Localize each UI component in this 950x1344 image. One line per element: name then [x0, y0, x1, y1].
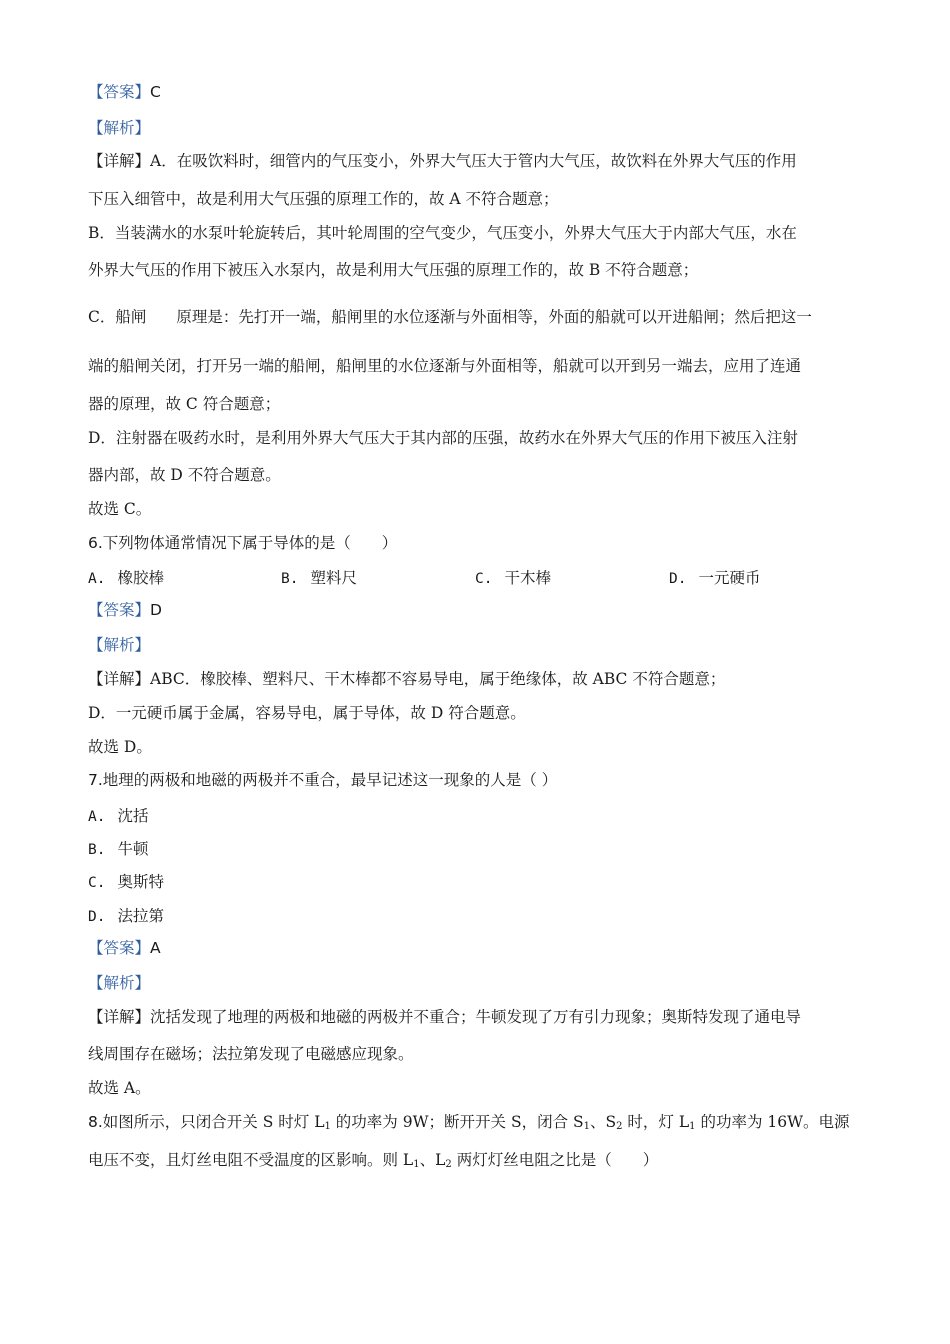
question-text: 地理的两极和地磁的两极并不重合，最早记述这一现象的人是（ ）: [102, 771, 558, 789]
option-d: [669, 566, 760, 588]
option-a: [88, 804, 148, 826]
option-letter: A.: [88, 571, 106, 587]
option-text: 奥斯特: [117, 873, 164, 891]
explanation-line: 线周围存在磁场；法拉第发现了电磁感应现象。: [88, 1045, 414, 1063]
subscript: 2: [445, 1159, 452, 1170]
question-number: 7.: [88, 771, 103, 789]
subscript: 1: [413, 1159, 420, 1170]
question-number: 6.: [88, 534, 103, 552]
answer-tag: 【答案】: [88, 939, 151, 957]
option-b: [88, 837, 148, 859]
explanation-line: 下压入细管中，故是利用大气压强的原理工作的，故 A 不符合题意；: [88, 190, 559, 208]
answer-line: [88, 598, 162, 620]
conclusion-line: 故选 A。: [88, 1079, 151, 1097]
answer-value: D: [150, 601, 162, 619]
answer-line: [88, 80, 161, 102]
question-stem-continued: [88, 1148, 658, 1170]
question-stem: [88, 1110, 850, 1132]
option-text: 塑料尺: [310, 569, 357, 587]
explanation-line: 【详解】A．在吸饮料时，细管内的气压变小，外界大气压大于管内大气压，故饮料在外界大气压的作用: [88, 152, 797, 170]
subscript: 1: [324, 1121, 331, 1132]
explanation-line: 【详解】沈括发现了地理的两极和地磁的两极并不重合；牛顿发现了万有引力现象；奥斯特发现了通电导: [88, 1008, 802, 1026]
question-text: 、S: [590, 1113, 617, 1131]
option-letter: D.: [88, 909, 106, 925]
option-d: [88, 904, 164, 926]
question-text: 下列物体通常情况下属于导体的是（ ）: [102, 534, 398, 552]
option-a: [88, 566, 164, 588]
question-text: 电压不变，且灯丝电阻不受温度的区影响。则 L: [88, 1151, 414, 1169]
option-text: 干木棒: [504, 569, 551, 587]
question-stem: [88, 768, 557, 790]
question-text: 时，灯 L: [622, 1113, 690, 1131]
analysis-tag: 【解析】: [88, 636, 151, 654]
answer-tag: 【答案】: [88, 601, 151, 619]
option-letter: B.: [88, 842, 106, 858]
explanation-fragment: C．船闸: [88, 308, 147, 326]
conclusion-line: 故选 C。: [88, 500, 152, 518]
question-text: 两灯灯丝电阻之比是（ ）: [451, 1151, 659, 1169]
conclusion-line: 故选 D。: [88, 738, 152, 756]
explanation-line: [88, 305, 812, 327]
question-stem: [88, 531, 397, 553]
explanation-line: 器的原理，故 C 符合题意；: [88, 395, 281, 413]
question-text: 的功率为 16W。电源: [695, 1113, 850, 1131]
answer-value: A: [150, 939, 161, 957]
option-text: 橡胶棒: [117, 569, 164, 587]
explanation-line: 器内部，故 D 不符合题意。: [88, 466, 281, 484]
subscript: 1: [689, 1121, 696, 1132]
analysis-tag: 【解析】: [88, 974, 151, 992]
question-text: 如图所示，只闭合开关 S 时灯 L: [102, 1113, 325, 1131]
option-letter: C.: [475, 571, 493, 587]
option-text: 牛顿: [117, 840, 149, 858]
option-text: 法拉第: [117, 907, 164, 925]
question-text: 的功率为 9W；断开开关 S，闭合 S: [330, 1113, 584, 1131]
option-b: [281, 566, 357, 588]
option-letter: D.: [669, 571, 687, 587]
option-letter: A.: [88, 809, 106, 825]
question-number: 8.: [88, 1113, 103, 1131]
explanation-line: 端的船闸关闭，打开另一端的船闸，船闸里的水位逐渐与外面相等，船就可以开到另一端去，应用了连通: [88, 357, 802, 375]
analysis-tag: 【解析】: [88, 119, 151, 137]
answer-tag: 【答案】: [88, 83, 151, 101]
option-letter: C.: [88, 875, 106, 891]
option-c: [88, 870, 164, 892]
subscript: 1: [583, 1121, 590, 1132]
answer-line: [88, 936, 161, 958]
explanation-line: 外界大气压的作用下被压入水泵内，故是利用大气压强的原理工作的，故 B 不符合题意；: [88, 261, 699, 279]
answer-value: C: [150, 83, 161, 101]
explanation-line: 【详解】ABC．橡胶棒、塑料尺、干木棒都不容易导电，属于绝缘体，故 ABC 不符合题意；: [88, 670, 726, 688]
explanation-line: D．一元硬币属于金属，容易导电，属于导体，故 D 符合题意。: [88, 704, 526, 722]
option-c: [475, 566, 551, 588]
explanation-fragment: 原理是：先打开一端，船闸里的水位逐渐与外面相等，外面的船就可以开进船闸；然后把这一: [176, 308, 812, 326]
question-text: 、L: [419, 1151, 446, 1169]
option-letter: B.: [281, 571, 299, 587]
subscript: 2: [616, 1121, 623, 1132]
option-text: 沈括: [117, 807, 149, 825]
option-text: 一元硬币: [698, 569, 761, 587]
explanation-line: B．当装满水的水泵叶轮旋转后，其叶轮周围的空气变少，气压变小，外界大气压大于内部大气压，水在: [88, 224, 797, 242]
explanation-line: D．注射器在吸药水时，是利用外界大气压大于其内部的压强，故药水在外界大气压的作用下被压入注射: [88, 429, 798, 447]
